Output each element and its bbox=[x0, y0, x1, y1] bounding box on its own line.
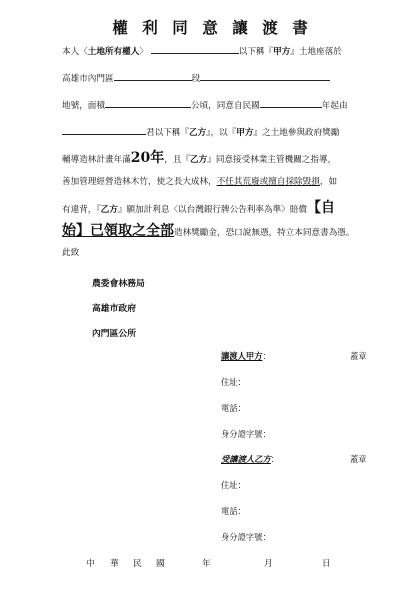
party-b-ref: 乙方 bbox=[100, 205, 118, 215]
para-line-2 bbox=[62, 71, 330, 84]
prohibition-clause: 不任其荒廢或擅自採除毀損 bbox=[216, 177, 320, 187]
party-b-seal: 蓋章 bbox=[350, 454, 367, 464]
party-b-address: 住址： bbox=[221, 480, 246, 490]
para-line-3 bbox=[62, 98, 348, 111]
para-line-9 bbox=[62, 246, 79, 258]
text: 』之土地參與政府獎勵 bbox=[253, 128, 340, 138]
recipient-3: 內門區公所 bbox=[92, 329, 136, 339]
recipient-2: 高雄市政府 bbox=[92, 304, 136, 314]
para-line-1 bbox=[62, 44, 342, 57]
text: 輔導造林計畫年滿 bbox=[62, 155, 131, 165]
para-line-6 bbox=[62, 175, 337, 187]
owner-label: 土地所有權人 bbox=[87, 47, 140, 57]
title-char: 讓 bbox=[232, 18, 248, 37]
date-char: 華 bbox=[110, 559, 119, 569]
party-a-address: 住址： bbox=[221, 377, 246, 387]
grantee-name-blank bbox=[62, 125, 146, 135]
text: 段 bbox=[191, 74, 201, 84]
text: 造林獎勵金，恐口說無憑，特立本同意書為憑。 bbox=[174, 228, 355, 238]
title-char: 權 bbox=[112, 18, 128, 37]
text: ，如 bbox=[319, 177, 338, 187]
party-a-phone: 電話： bbox=[221, 403, 246, 413]
text: 地號，面積 bbox=[62, 101, 105, 111]
title-char: 渡 bbox=[262, 18, 278, 37]
date-char: 國 bbox=[156, 559, 165, 569]
text: ： bbox=[270, 454, 280, 464]
text: 善加管理經營造林木竹，使之長大成林， bbox=[62, 177, 217, 187]
title-char: 同 bbox=[172, 18, 188, 37]
title-char: 意 bbox=[202, 18, 218, 37]
para-line-8 bbox=[62, 220, 354, 240]
text: 』同意接受林業主管機關之指導， bbox=[207, 155, 337, 165]
text: 〉 bbox=[139, 47, 148, 57]
party-b-title: 受讓渡人乙方 bbox=[221, 454, 271, 464]
party-b-label bbox=[221, 453, 279, 465]
date-day-label: 日 bbox=[322, 559, 331, 569]
emphasis-text: 【自 bbox=[306, 200, 335, 216]
para-line-4 bbox=[62, 125, 339, 138]
title-char: 書 bbox=[292, 18, 308, 37]
text: 以下稱『 bbox=[238, 47, 274, 57]
document-title bbox=[0, 16, 420, 38]
party-a-id: 身分證字號： bbox=[221, 429, 271, 439]
party-b-ref: 乙方 bbox=[188, 128, 207, 138]
date-month-label: 月 bbox=[264, 559, 273, 569]
text: 公頃，同意自民國 bbox=[190, 101, 260, 111]
closing-text: 此致 bbox=[62, 248, 80, 258]
party-b-id: 身分證字號： bbox=[221, 532, 271, 542]
party-a-ref: 甲方 bbox=[236, 128, 254, 138]
term-years: 20年 bbox=[130, 150, 165, 166]
text: 』，以『 bbox=[206, 128, 237, 138]
text: 』土地座落於 bbox=[290, 47, 342, 57]
date-char: 民 bbox=[133, 559, 142, 569]
recipient-1: 農委會林務局 bbox=[92, 279, 145, 289]
owner-name-blank bbox=[151, 44, 239, 54]
date-char: 中 bbox=[86, 559, 95, 569]
title-char: 利 bbox=[142, 18, 158, 37]
date-year-label: 年 bbox=[202, 559, 211, 569]
district-blank bbox=[114, 71, 192, 81]
text: ，且『 bbox=[164, 155, 191, 165]
party-a-seal: 蓋章 bbox=[350, 351, 367, 361]
section-blank bbox=[200, 71, 330, 81]
text: 君以下稱『 bbox=[146, 128, 189, 138]
text: 本人〈 bbox=[62, 47, 88, 57]
text: 高雄市內門區 bbox=[62, 74, 114, 84]
text: 有違背，『 bbox=[62, 205, 101, 215]
party-a-title: 讓渡人甲方 bbox=[221, 351, 263, 361]
lot-number-blank bbox=[105, 98, 191, 108]
year-blank bbox=[260, 98, 322, 108]
party-b-phone: 電話： bbox=[221, 506, 246, 516]
text: 』願加計利息〈以台灣銀行牌公告利率為準〉賠償 bbox=[117, 205, 307, 215]
text: ： bbox=[262, 351, 271, 361]
party-a-label bbox=[221, 350, 271, 362]
emphasis-text: 始】已領取之全部 bbox=[62, 223, 174, 239]
party-b-ref: 乙方 bbox=[190, 155, 208, 165]
text: 年起由 bbox=[321, 101, 348, 111]
para-line-5 bbox=[62, 147, 336, 167]
party-a-ref: 甲方 bbox=[273, 47, 291, 57]
para-line-7 bbox=[62, 197, 335, 217]
